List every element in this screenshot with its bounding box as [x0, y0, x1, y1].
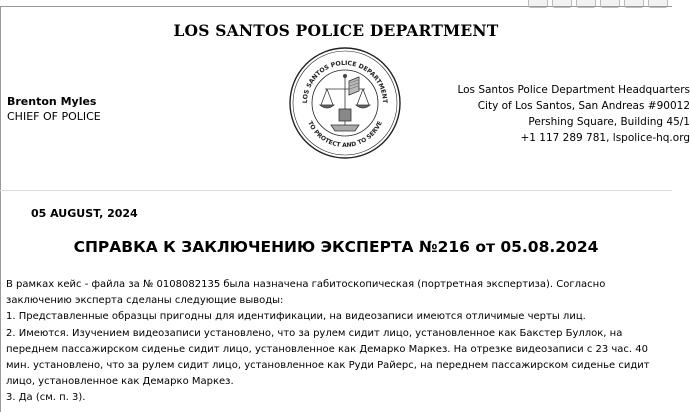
seal-bottom-text: TO PROTECT AND TO SERVE	[306, 120, 384, 150]
body-paragraph: 3. Да (см. п. 3).	[6, 392, 86, 404]
hq-address-clip	[400, 78, 690, 148]
chief-name: Brenton Myles	[7, 95, 97, 108]
hq-line: Los Santos Police Department Headquarters	[457, 84, 690, 96]
document-body	[6, 277, 668, 407]
body-paragraph: 1. Представленные образцы пригодны для идентификации, на видеозаписи имеются отличимые черты лиц.	[6, 311, 586, 323]
hq-line: +1 117 289 781, lspolice-hq.org	[520, 132, 690, 144]
lspd-seal-icon	[287, 45, 403, 161]
document-heading: СПРАВКА К ЗАКЛЮЧЕНИЮ ЭКСПЕРТА №216 от 05.08.2024	[73, 238, 599, 256]
hq-address	[400, 82, 690, 146]
body-paragraph: 2. Имеются. Изучением видеозаписи установлено, что за рулем сидит лицо, установленное как Бакстер Буллок, на переднем пассажирском сиденье сидит лицо, установленное как Демарко Маркез. На отрезке видеозаписи с 23 час. 40 мин. установлено, что за рулем сидит лицо, установленное как Руди Райерс, на переднем пассажирском сиденье сидит лицо, установленное как Демарко Маркез.	[6, 327, 650, 388]
hq-line: City of Los Santos, San Andreas #90012	[477, 100, 690, 112]
document-date: 05 AUGUST, 2024	[31, 207, 138, 220]
seal-top-text: LOS SANTOS POLICE DEPARTMENT	[301, 59, 389, 104]
header-divider	[0, 190, 672, 191]
body-paragraph: В рамках кейс - файла за № 0108082135 была назначена габитоскопическая (портретная экспертиза). Согласно заключению эксперта сделаны следующие выводы:	[6, 279, 606, 307]
chief-block	[7, 94, 101, 124]
chief-title: CHIEF OF POLICE	[7, 110, 101, 123]
department-title: LOS SANTOS POLICE DEPARTMENT	[173, 21, 499, 40]
hq-line: Pershing Square, Building 45/1	[528, 116, 690, 128]
